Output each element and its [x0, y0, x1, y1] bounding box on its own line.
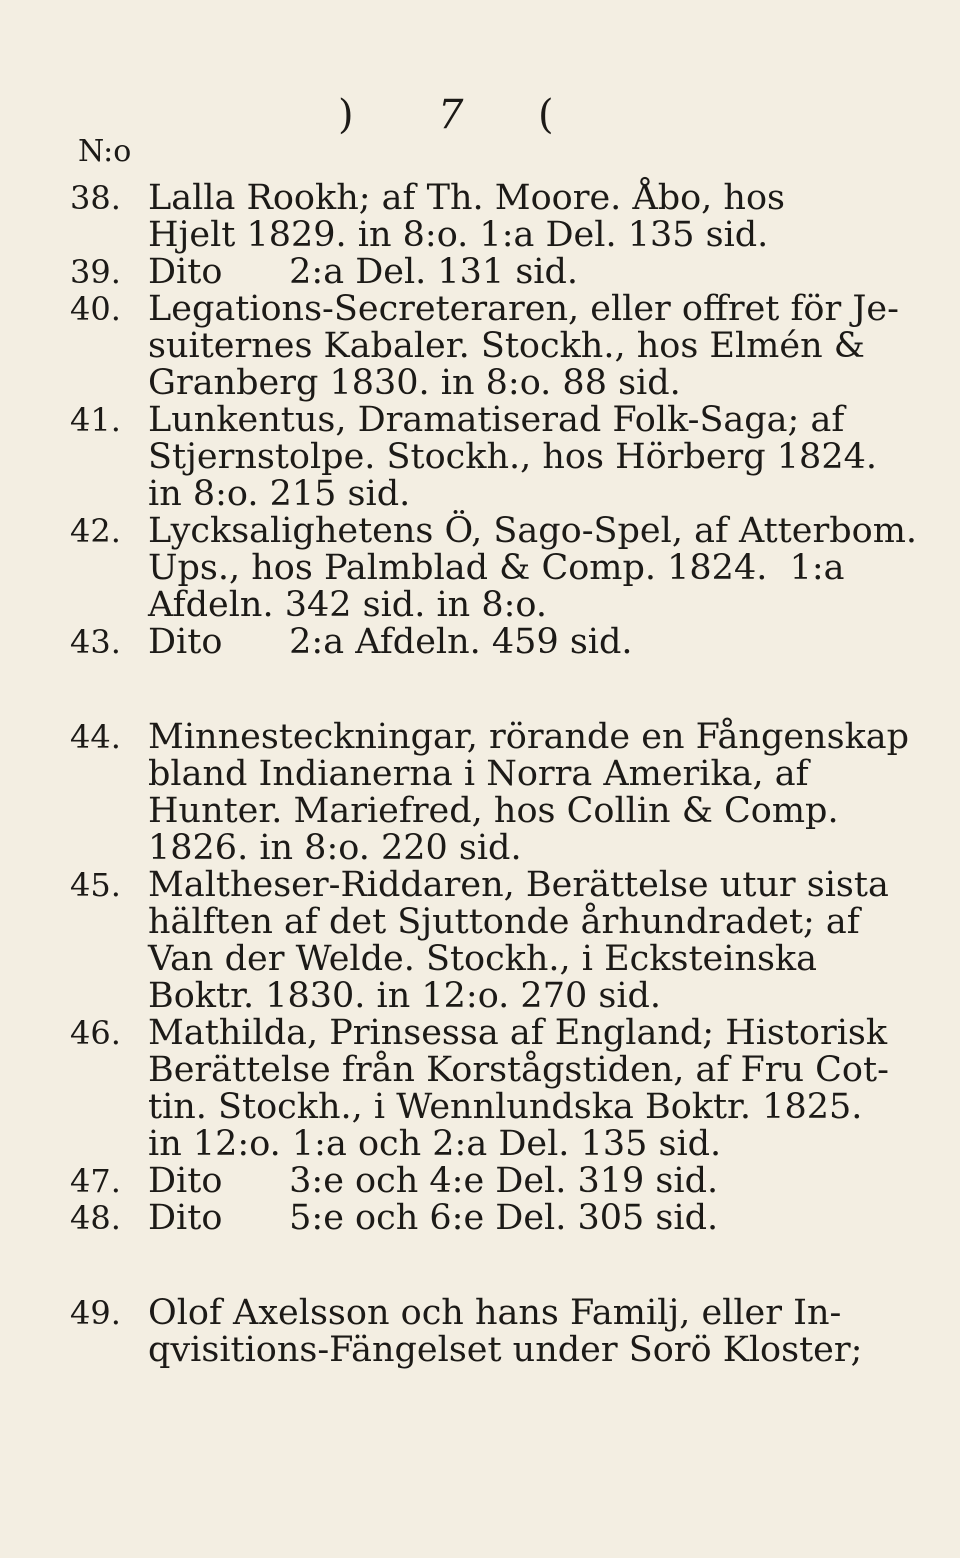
entry-line: Dito 2:a Afdeln. 459 sid.: [148, 622, 633, 662]
entry-line: Hjelt 1829. in 8:o. 1:a Del. 135 sid.: [148, 215, 769, 255]
catalogue-entry: [70, 1293, 863, 1370]
entry-line: Dito 2:a Del. 131 sid.: [148, 252, 579, 292]
entry-line: Dito 5:e och 6:e Del. 305 sid.: [148, 1198, 719, 1238]
entry-line: Van der Welde. Stockh., i Ecksteinska: [148, 939, 817, 979]
entry-line: hälften af det Sjuttonde århundradet; af: [148, 902, 860, 942]
entry-number: 48.: [70, 1199, 121, 1237]
catalogue-entry: [70, 717, 910, 868]
entry-number: 47.: [70, 1162, 121, 1200]
entry-line: Granberg 1830. in 8:o. 88 sid.: [148, 363, 681, 403]
entry-line: Lunkentus, Dramatiserad Folk-Saga; af: [148, 400, 845, 440]
entry-line: Legations-Secreteraren, eller offret för Je-: [148, 289, 899, 329]
catalogue-entry: [70, 400, 877, 514]
page-number: 7: [438, 92, 464, 138]
entry-line: Ups., hos Palmblad & Comp. 1824. 1:a: [148, 548, 845, 588]
entry-line: suiternes Kabaler. Stockh., hos Elmén &: [148, 326, 865, 366]
entry-line: Olof Axelsson och hans Familj, eller In-: [148, 1293, 842, 1333]
catalogue-entry: [70, 254, 850, 291]
entry-number: 38.: [70, 179, 121, 217]
page-mark-left: ): [338, 92, 354, 138]
catalogue-entry: [70, 289, 899, 403]
entry-line: 1826. in 8:o. 220 sid.: [148, 828, 522, 868]
catalogue-entry: [70, 1163, 850, 1200]
entry-line: in 8:o. 215 sid.: [148, 474, 411, 514]
catalogue-entry: [70, 865, 889, 1016]
entry-line: Mathilda, Prinsessa af England; Historisk: [148, 1013, 888, 1053]
entry-line: bland Indianerna i Norra Amerika, af: [148, 754, 809, 794]
entry-number: 40.: [70, 290, 121, 328]
entry-line: Hunter. Mariefred, hos Collin & Comp.: [148, 791, 839, 831]
page-header: [78, 92, 878, 169]
catalogue-entries: [70, 178, 918, 1370]
entry-number: 44.: [70, 718, 121, 756]
entry-number: 42.: [70, 512, 121, 550]
entry-line: Minnesteckningar, rörande en Fångenskap: [148, 717, 910, 757]
catalogue-entry: [70, 624, 850, 661]
entry-line: Maltheser-Riddaren, Berättelse utur sista: [148, 865, 889, 905]
entry-line: Lycksalighetens Ö, Sago-Spel, af Atterbom.: [148, 511, 918, 551]
entry-number: 43.: [70, 623, 121, 661]
number-column-label: N:o: [78, 134, 132, 169]
entry-line: tin. Stockh., i Wennlundska Boktr. 1825.: [148, 1087, 863, 1127]
page-mark-right: (: [538, 92, 554, 138]
entry-line: Dito 3:e och 4:e Del. 319 sid.: [148, 1161, 719, 1201]
catalogue-entry: [70, 1200, 850, 1237]
entry-number: 46.: [70, 1014, 121, 1052]
entry-number: 49.: [70, 1294, 121, 1332]
entry-line: Afdeln. 342 sid. in 8:o.: [148, 585, 547, 625]
entry-line: Lalla Rookh; af Th. Moore. Åbo, hos: [148, 178, 785, 218]
entry-line: in 12:o. 1:a och 2:a Del. 135 sid.: [148, 1124, 722, 1164]
entry-number: 45.: [70, 866, 121, 904]
entry-number: 39.: [70, 253, 121, 291]
catalogue-entry: [70, 511, 918, 625]
catalogue-entry: [70, 1013, 889, 1164]
entry-line: Boktr. 1830. in 12:o. 270 sid.: [148, 976, 662, 1016]
entry-number: 41.: [70, 401, 121, 439]
catalogue-entry: [70, 180, 850, 254]
entry-line: qvisitions-Fängelset under Sorö Kloster;: [148, 1330, 863, 1370]
entry-line: Stjernstolpe. Stockh., hos Hörberg 1824.: [148, 437, 877, 477]
entry-line: Berättelse från Korstågstiden, af Fru Cot-: [148, 1050, 889, 1090]
